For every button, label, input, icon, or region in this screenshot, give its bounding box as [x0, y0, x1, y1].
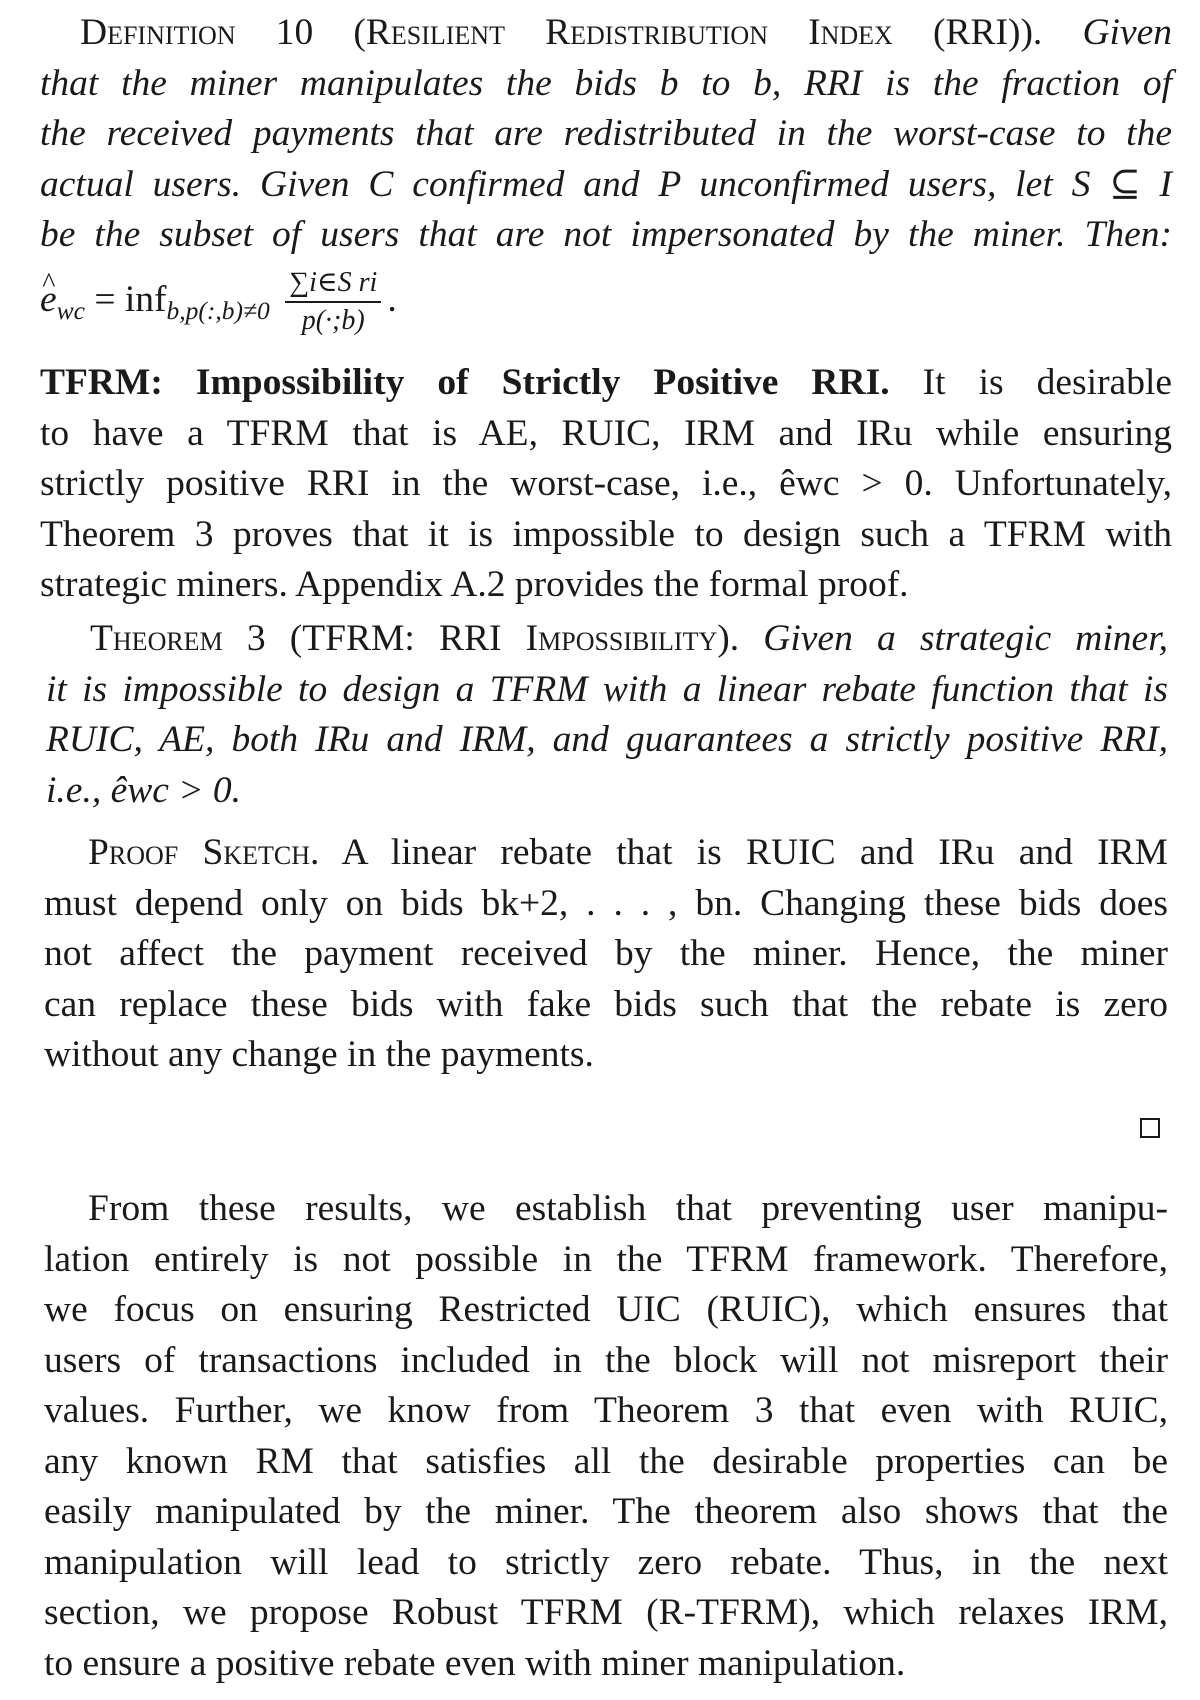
- theorem-line-1: [46, 614, 1168, 665]
- theorem-line: i.e., êwc > 0.: [46, 769, 242, 811]
- conclusion-line: section, we propose Robust TFRM (R-TFRM), which relaxes IRM,: [44, 1592, 1168, 1633]
- rri-formula: [40, 261, 1172, 339]
- conclusion-line: lation entirely is not possible in the TFRM framework. Therefore,: [44, 1238, 1168, 1280]
- conclusion-paragraph: [44, 1184, 1168, 1689]
- tfrm-heading: TFRM: Impossibility of Strictly Positive RRI.: [40, 362, 890, 403]
- theorem-heading: Theorem 3 (TFRM: RRI Impossibility).: [90, 618, 740, 659]
- formula-numerator: ∑i∈S ri: [285, 269, 381, 303]
- definition-line: the received payments that are redistributed in the worst-case to the: [40, 113, 1172, 154]
- tfrm-line-1: [40, 358, 1172, 409]
- formula-fraction: [285, 266, 381, 336]
- definition-10: [40, 8, 1172, 339]
- tfrm-line: strictly positive RRI in the worst-case, i.e., êwc > 0. Unfortunately,: [40, 463, 1172, 504]
- definition-line-1: [40, 8, 1172, 59]
- conclusion-line: any known RM that satisfies all the desirable properties can be: [44, 1440, 1168, 1482]
- formula-lhs: e ^: [40, 261, 57, 339]
- formula-period: .: [387, 278, 397, 320]
- theorem-line: it is impossible to design a TFRM with a linear rebate function that is: [46, 668, 1168, 710]
- qed-square-icon: [1140, 1118, 1160, 1138]
- definition-text: Given: [1082, 12, 1172, 53]
- tfrm-line: to have a TFRM that is AE, RUIC, IRM and IRu while ensuring: [40, 412, 1172, 454]
- formula-inf: = inf: [94, 278, 167, 320]
- proof-heading: Proof Sketch.: [88, 832, 320, 873]
- definition-line: that the miner manipulates the bids b to b, RRI is the fraction of: [40, 62, 1172, 104]
- conclusion-line: easily manipulated by the miner. The theorem also shows that the: [44, 1491, 1168, 1532]
- tfrm-impossibility-section: [40, 358, 1172, 611]
- tfrm-text: It is desirable: [922, 362, 1173, 403]
- conclusion-line: manipulation will lead to strictly zero rebate. Thus, in the next: [44, 1541, 1168, 1583]
- definition-line: be the subset of users that are not impersonated by the miner. Then:: [40, 214, 1172, 255]
- formula-denominator: p(·;b): [301, 304, 365, 336]
- tfrm-line: Theorem 3 proves that it is impossible to design such a TFRM with: [40, 513, 1172, 555]
- conclusion-line: we focus on ensuring Restricted UIC (RUIC), which ensures that: [44, 1289, 1168, 1330]
- proof-line: not affect the payment received by the miner. Hence, the miner: [44, 933, 1168, 974]
- formula-lhs-sub: wc: [56, 295, 85, 325]
- definition-line: actual users. Given C confirmed and P unconfirmed users, let S ⊆ I: [40, 163, 1172, 205]
- theorem-3: [46, 614, 1168, 816]
- theorem-line: RUIC, AE, both IRu and IRM, and guarantees a strictly positive RRI,: [46, 719, 1168, 760]
- conclusion-line: values. Further, we know from Theorem 3 that even with RUIC,: [44, 1390, 1168, 1431]
- conclusion-line: From these results, we establish that preventing user manipu-: [88, 1188, 1168, 1229]
- proof-line-1: [44, 828, 1168, 879]
- formula-inf-sub: b,p(:,b)≠0: [166, 295, 270, 325]
- theorem-text: Given a strategic miner,: [763, 618, 1168, 659]
- conclusion-line: to ensure a positive rebate even with miner manipulation.: [44, 1642, 906, 1684]
- conclusion-line: users of transactions included in the block will not misreport their: [44, 1339, 1168, 1381]
- proof-line: must depend only on bids bk+2, . . . , bn. Changing these bids does: [44, 882, 1168, 924]
- definition-heading: Definition 10 (Resilient Redistribution Index (RRI)).: [80, 12, 1043, 53]
- proof-text: A linear rebate that is RUIC and IRu and IRM: [341, 832, 1168, 873]
- tfrm-line: strategic miners. Appendix A.2 provides the formal proof.: [40, 564, 909, 605]
- proof-line: can replace these bids with fake bids such that the rebate is zero: [44, 983, 1168, 1025]
- proof-line: without any change in the payments.: [44, 1034, 594, 1075]
- proof-sketch: [44, 828, 1168, 1081]
